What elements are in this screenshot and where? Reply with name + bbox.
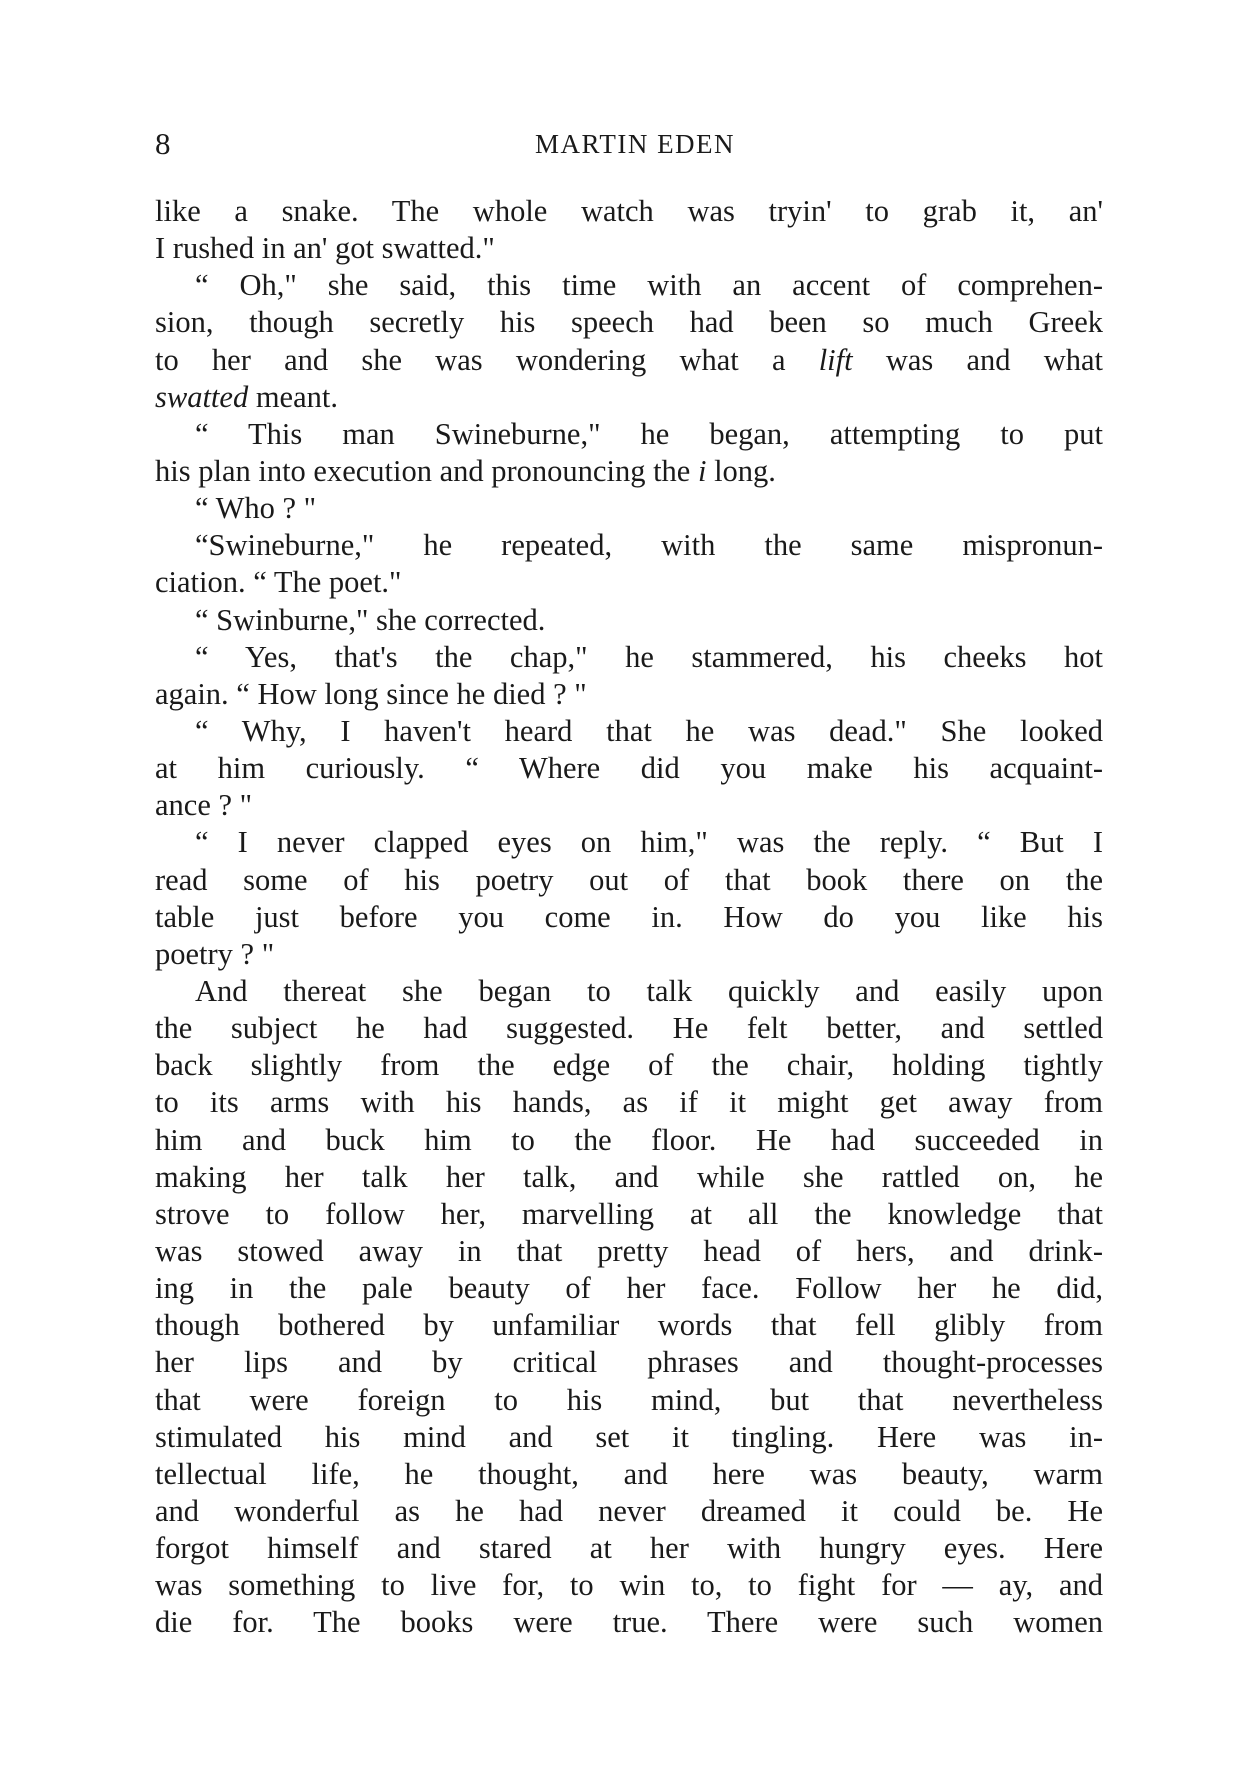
text-line: “ Swinburne," she corrected. xyxy=(195,602,546,637)
page-number: 8 xyxy=(155,126,171,161)
italic-word: swatted xyxy=(155,379,249,414)
body-text xyxy=(155,193,1103,1641)
text-line: ance ? " xyxy=(155,788,253,823)
italic-word: lift xyxy=(818,342,853,377)
text-line: to its arms with his hands, as if it might get away from xyxy=(155,1085,1103,1120)
text-line: “ I never clapped eyes on him," was the reply. “ But I xyxy=(195,825,1103,860)
text-line: like a snake. The whole watch was tryin' to grab it, an' xyxy=(155,194,1103,228)
text-line: “ Who ? " xyxy=(195,491,317,526)
text-line: at him curiously. “ Where did you make his acquaint- xyxy=(155,751,1103,786)
text-line: “Swineburne," he repeated, with the same mispronun- xyxy=(195,528,1103,563)
text-line: him and buck him to the floor. He had succeeded in xyxy=(155,1122,1103,1157)
text-line: poetry ? " xyxy=(155,936,275,971)
text-line: read some of his poetry out of that book there on the xyxy=(155,862,1103,897)
text-line: stimulated his mind and set it tingling. Here was in- xyxy=(155,1419,1103,1454)
text-line: swatted meant. xyxy=(155,379,338,414)
text-line: table just before you come in. How do you like his xyxy=(155,899,1103,934)
text-line: “ Yes, that's the chap," he stammered, his cheeks hot xyxy=(195,639,1103,674)
text-line: and wonderful as he had never dreamed it could be. He xyxy=(155,1493,1103,1528)
text-line: making her talk her talk, and while she rattled on, he xyxy=(155,1159,1103,1194)
text-line: her lips and by critical phrases and thought-processes xyxy=(155,1345,1103,1380)
text-line: back slightly from the edge of the chair, holding tightly xyxy=(155,1048,1103,1083)
text-line: strove to follow her, marvelling at all the knowledge that xyxy=(155,1196,1103,1231)
text-line: to her and she was wondering what a lift was and what xyxy=(155,342,1103,377)
text-line: though bothered by unfamiliar words that fell glibly from xyxy=(155,1308,1103,1343)
book-title: MARTIN EDEN xyxy=(534,129,736,159)
text-line: “ Oh," she said, this time with an accent of comprehen- xyxy=(195,268,1103,303)
text-line: And thereat she began to talk quickly and easily upon xyxy=(195,973,1103,1008)
text-line: sion, though secretly his speech had been so much Greek xyxy=(155,305,1103,340)
text-line: his plan into execution and pronouncing the i long. xyxy=(155,453,776,488)
text-line: was stowed away in that pretty head of hers, and drink- xyxy=(155,1233,1103,1268)
text-line: ciation. “ The poet." xyxy=(155,565,402,600)
text-line: was something to live for, to win to, to fight for — ay, and xyxy=(155,1568,1103,1603)
text-line: “ Why, I haven't heard that he was dead." She looked xyxy=(195,713,1103,748)
text-line: die for. The books were true. There were such women xyxy=(155,1605,1103,1640)
italic-word: i xyxy=(697,453,707,488)
text-line: the subject he had suggested. He felt better, and settled xyxy=(155,1011,1103,1046)
text-line: forgot himself and stared at her with hungry eyes. Here xyxy=(155,1531,1103,1566)
text-line: again. “ How long since he died ? " xyxy=(155,676,587,711)
text-line: ing in the pale beauty of her face. Follow her he did, xyxy=(155,1271,1103,1306)
text-line: tellectual life, he thought, and here was beauty, warm xyxy=(155,1456,1103,1491)
text-line: I rushed in an' got swatted." xyxy=(155,231,495,266)
running-head xyxy=(155,124,1105,164)
text-line: “ This man Swineburne," he began, attempting to put xyxy=(195,416,1103,451)
text-line: that were foreign to his mind, but that nevertheless xyxy=(155,1382,1103,1417)
